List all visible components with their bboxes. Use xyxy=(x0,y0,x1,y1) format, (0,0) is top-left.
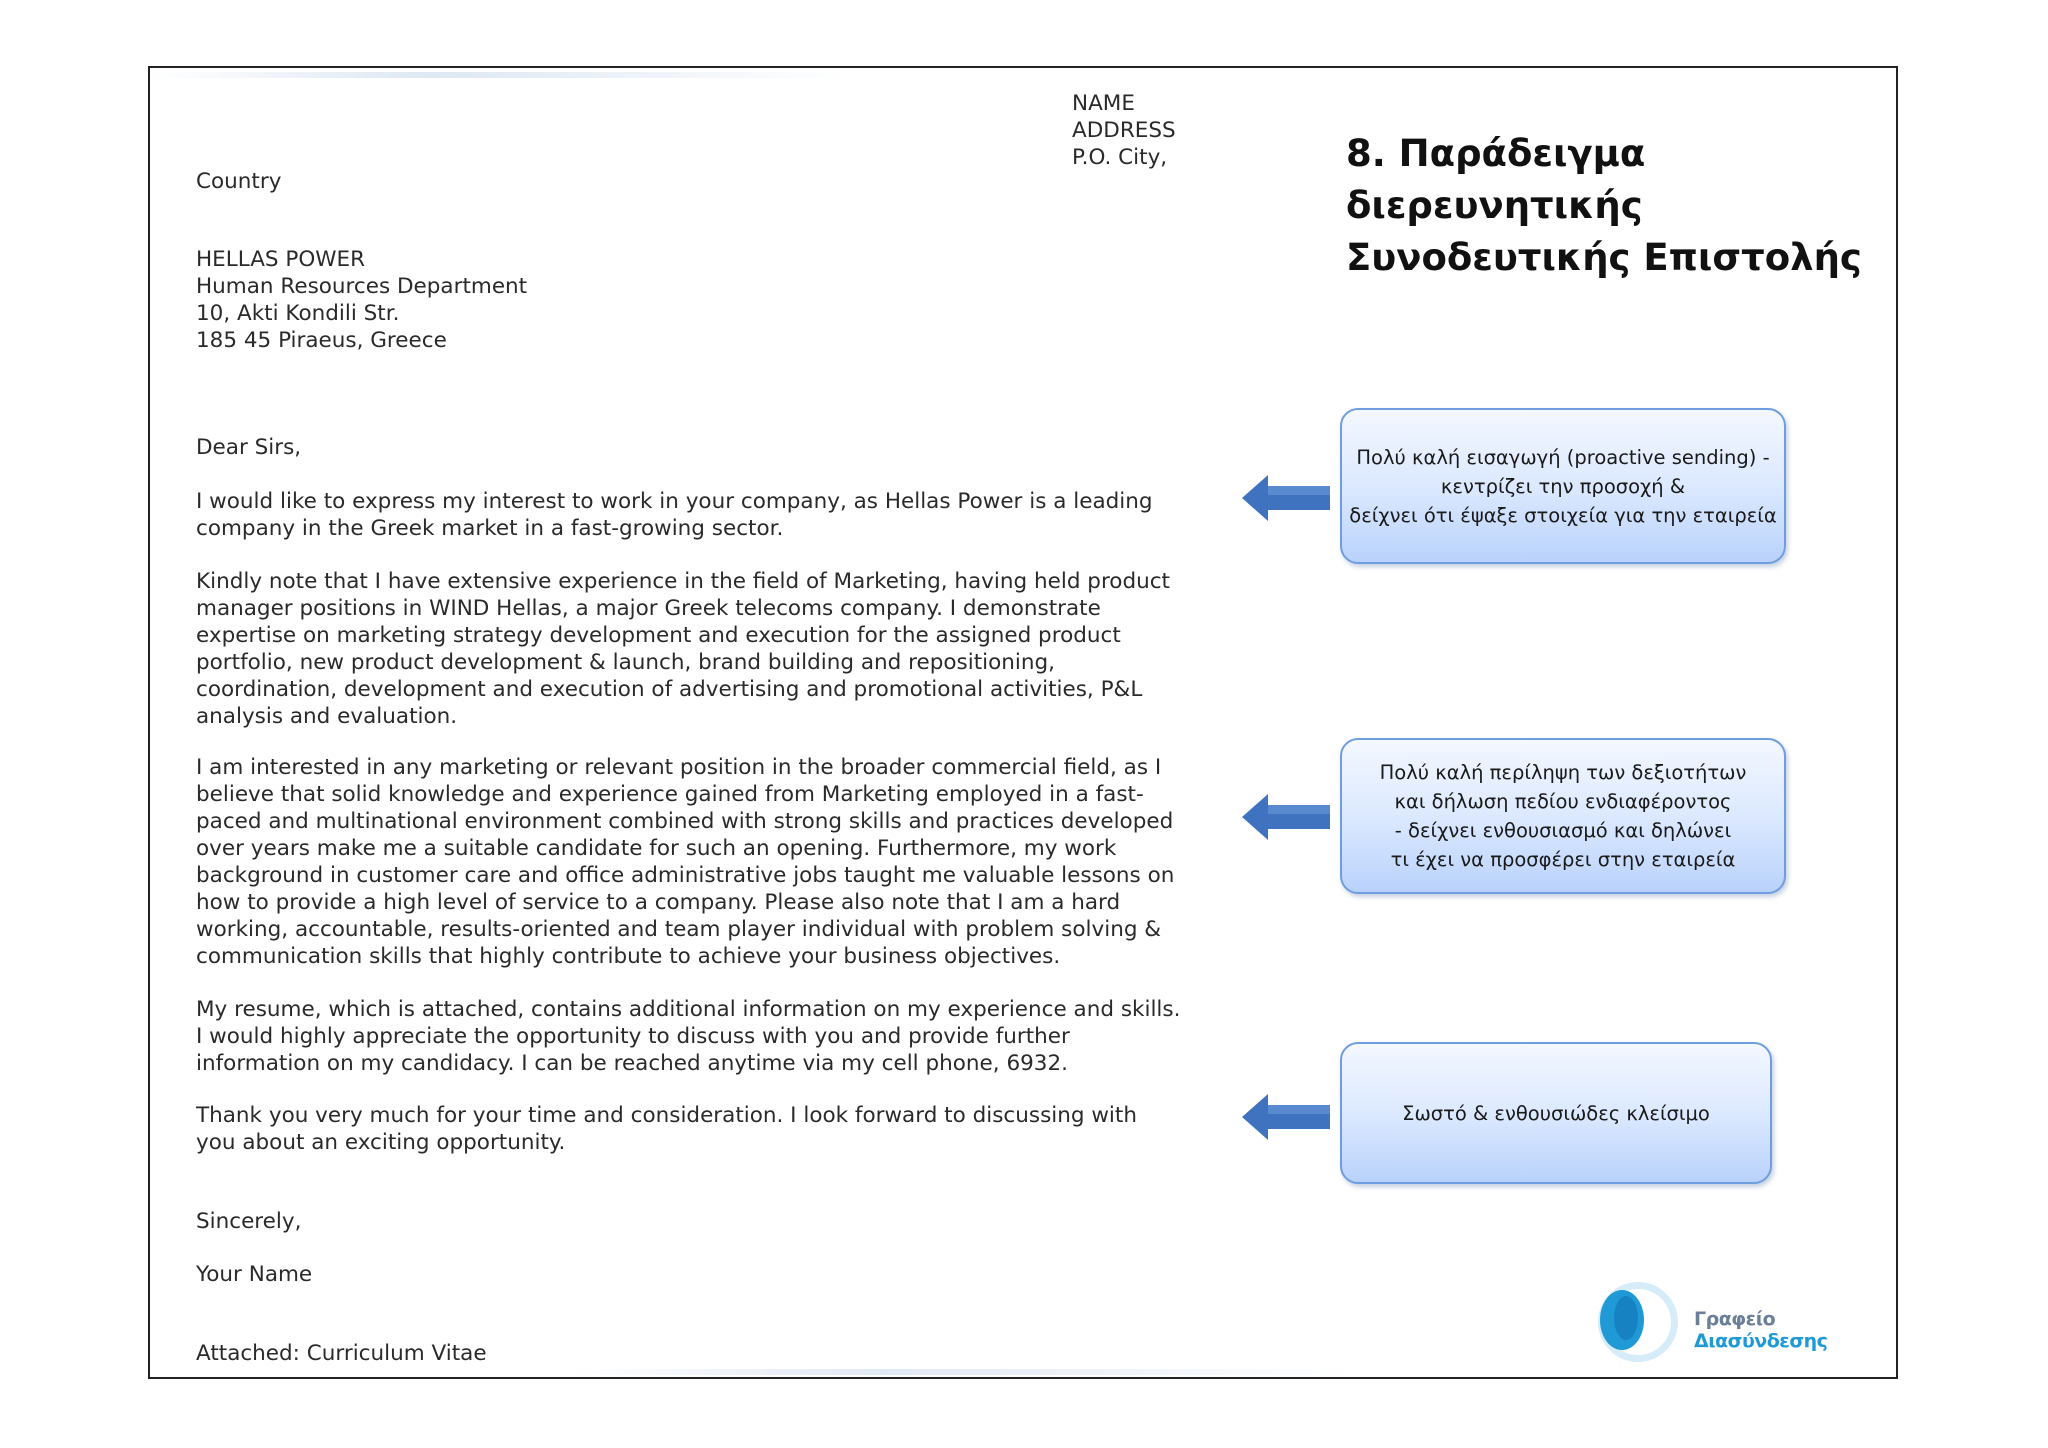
callout-line: τι έχει να προσφέρει στην εταιρεία xyxy=(1390,848,1736,871)
paragraph-interest xyxy=(196,754,1208,970)
scan-artifact-bottom xyxy=(570,1369,1350,1375)
callout-line: δείχνει ότι έψαξε στοιχεία για την εταιρεία xyxy=(1349,503,1777,527)
logo-text-part2: Διασύνδεσης xyxy=(1694,1330,1828,1352)
title-line: διερευνητικής xyxy=(1346,184,1643,227)
closing: Sincerely, xyxy=(196,1209,302,1234)
paragraph-line: portfolio, new product development & launch, brand building and repositioning, xyxy=(196,650,1055,675)
paragraph-line: background in customer care and office administrative jobs taught me valuable lessons on xyxy=(196,863,1175,888)
paragraph-thanks xyxy=(196,1102,1208,1156)
recipient-company: HELLAS POWER xyxy=(196,247,366,272)
left-arrow-icon xyxy=(1242,1092,1332,1142)
paragraph-line: Kindly note that I have extensive experience in the field of Marketing, having held product xyxy=(196,569,1170,594)
paragraph-line: how to provide a high level of service to a company. Please also note that I am a hard xyxy=(196,890,1121,915)
paragraph-line: manager positions in WIND Hellas, a major Greek telecoms company. I demonstrate xyxy=(196,596,1101,621)
paragraph-intro xyxy=(196,488,1208,542)
callout-closing xyxy=(1340,1042,1772,1184)
paragraph-line: company in the Greek market in a fast-growing sector. xyxy=(196,516,784,541)
paragraph-line: I would like to express my interest to work in your company, as Hellas Power is a leading xyxy=(196,489,1153,514)
paragraph-line: My resume, which is attached, contains additional information on my experience and skills. xyxy=(196,997,1181,1022)
salutation: Dear Sirs, xyxy=(196,435,302,460)
paragraph-experience xyxy=(196,568,1208,730)
sender-address-line: ADDRESS xyxy=(1072,118,1176,143)
paragraph-line: you about an exciting opportunity. xyxy=(196,1130,566,1155)
callout-line: Πολύ καλή εισαγωγή (proactive sending) - xyxy=(1356,445,1770,469)
sender-city: P.O. City, xyxy=(1072,145,1168,170)
paragraph-line: over years make me a suitable candidate for such an opening. Furthermore, my work xyxy=(196,836,1117,861)
callout-line: και δήλωση πεδίου ενδιαφέροντος xyxy=(1394,790,1732,813)
logo-icon xyxy=(1586,1276,1686,1368)
recipient-spacer xyxy=(196,195,527,246)
sender-name: NAME xyxy=(1072,91,1135,116)
signature: Your Name xyxy=(196,1262,313,1287)
paragraph-line: coordination, development and execution of advertising and promotional activities, P&L xyxy=(196,677,1143,702)
logo-text-part1: Γραφείο xyxy=(1694,1308,1776,1330)
scan-artifact-top xyxy=(150,72,850,78)
recipient-department: Human Resources Department xyxy=(196,274,528,299)
title-line: Συνοδευτικής Επιστολής xyxy=(1346,236,1862,279)
paragraph-line: analysis and evaluation. xyxy=(196,704,458,729)
callout-intro xyxy=(1340,408,1786,564)
paragraph-line: communication skills that highly contribute to achieve your business objectives. xyxy=(196,944,1061,969)
callout-line: Πολύ καλή περίληψη των δεξιοτήτων xyxy=(1379,761,1747,784)
callout-line: Σωστό & ενθουσιώδες κλείσιμο xyxy=(1402,1101,1710,1125)
paragraph-line: I am interested in any marketing or relevant position in the broader commercial field, as I xyxy=(196,755,1162,780)
paragraph-line: I would highly appreciate the opportunity to discuss with you and provide further xyxy=(196,1024,1070,1049)
attachment-note: Attached: Curriculum Vitae xyxy=(196,1341,487,1366)
title-line: 8. Παράδειγμα xyxy=(1346,132,1646,175)
left-arrow-icon xyxy=(1242,792,1332,842)
recipient-address xyxy=(196,168,527,354)
recipient-street: 10, Akti Kondili Str. xyxy=(196,301,400,326)
recipient-country: Country xyxy=(196,169,282,194)
callout-line: - δείχνει ενθουσιασμό και δηλώνει xyxy=(1394,819,1732,842)
paragraph-line: working, accountable, results-oriented and team player individual with problem solving & xyxy=(196,917,1162,942)
sender-address xyxy=(1072,90,1176,171)
paragraph-line: believe that solid knowledge and experience gained from Marketing employed in a fast- xyxy=(196,782,1144,807)
callout-line: κεντρίζει την προσοχή & xyxy=(1440,474,1686,498)
paragraph-line: Thank you very much for your time and consideration. I look forward to discussing with xyxy=(196,1103,1137,1128)
callout-skills xyxy=(1340,738,1786,894)
paragraph-line: expertise on marketing strategy development and execution for the assigned product xyxy=(196,623,1121,648)
document-frame xyxy=(148,66,1898,1379)
paragraph-line: information on my candidacy. I can be reached anytime via my cell phone, 6932. xyxy=(196,1051,1068,1076)
recipient-city: 185 45 Piraeus, Greece xyxy=(196,328,447,353)
page-title xyxy=(1346,128,1866,284)
left-arrow-icon xyxy=(1242,473,1332,523)
logo-text xyxy=(1694,1308,1896,1352)
paragraph-resume xyxy=(196,996,1208,1077)
paragraph-line: paced and multinational environment combined with strong skills and practices developed xyxy=(196,809,1174,834)
